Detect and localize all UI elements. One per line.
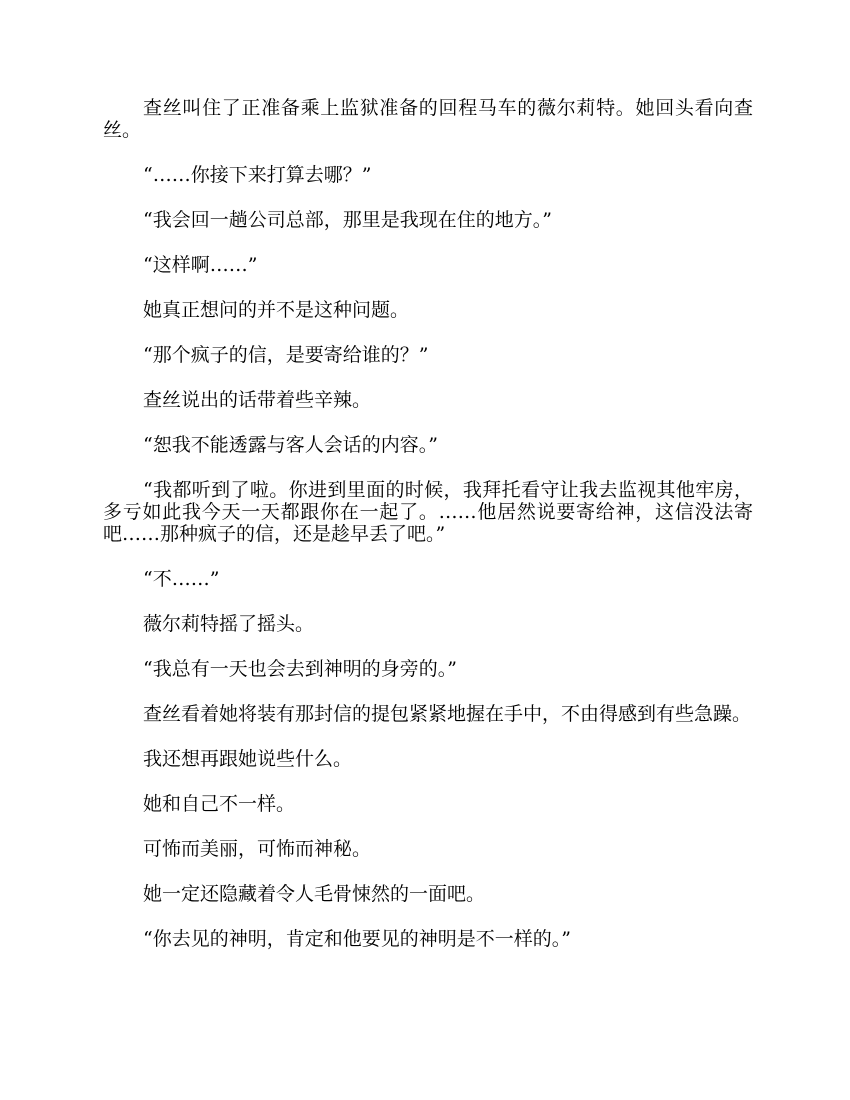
paragraph: 薇尔莉特摇了摇头。 xyxy=(143,613,315,635)
paragraph: “不……” xyxy=(143,568,220,590)
paragraph: 我还想再跟她说些什么。 xyxy=(143,748,353,770)
paragraph: 她和自己不一样。 xyxy=(143,793,296,815)
paragraph: “我都听到了啦。你进到里面的时候，我拜托看守让我去监视其他牢房，多亏如此我今天一天都跟你在一起了。……他居然说要寄给神，这信没法寄吧……那种疯子的信，还是趁早丢了吧。” xyxy=(103,479,753,545)
paragraph: 查丝叫住了正准备乘上监狱准备的回程马车的薇尔莉特。她回头看向查丝。 xyxy=(103,97,753,141)
paragraph: “我总有一天也会去到神明的身旁的。” xyxy=(143,658,457,680)
paragraph: “那个疯子的信，是要寄给谁的？” xyxy=(143,344,429,366)
body-text xyxy=(103,97,753,973)
paragraph: 查丝说出的话带着些辛辣。 xyxy=(143,389,372,411)
paragraph: “……你接下来打算去哪？” xyxy=(143,164,372,186)
paragraph: 查丝看着她将装有那封信的提包紧紧地握在手中，不由得感到有些急躁。 xyxy=(143,703,752,725)
paragraph: 可怖而美丽，可怖而神秘。 xyxy=(143,838,372,860)
paragraph: “这样啊……” xyxy=(143,254,258,276)
paragraph: “恕我不能透露与客人会话的内容。” xyxy=(143,434,438,456)
paragraph: 她真正想问的并不是这种问题。 xyxy=(143,299,410,321)
paragraph: “你去见的神明，肯定和他要见的神明是不一样的。” xyxy=(143,928,571,950)
paragraph: 她一定还隐藏着令人毛骨悚然的一面吧。 xyxy=(143,883,486,905)
paragraph: “我会回一趟公司总部，那里是我现在住的地方。” xyxy=(143,209,552,231)
